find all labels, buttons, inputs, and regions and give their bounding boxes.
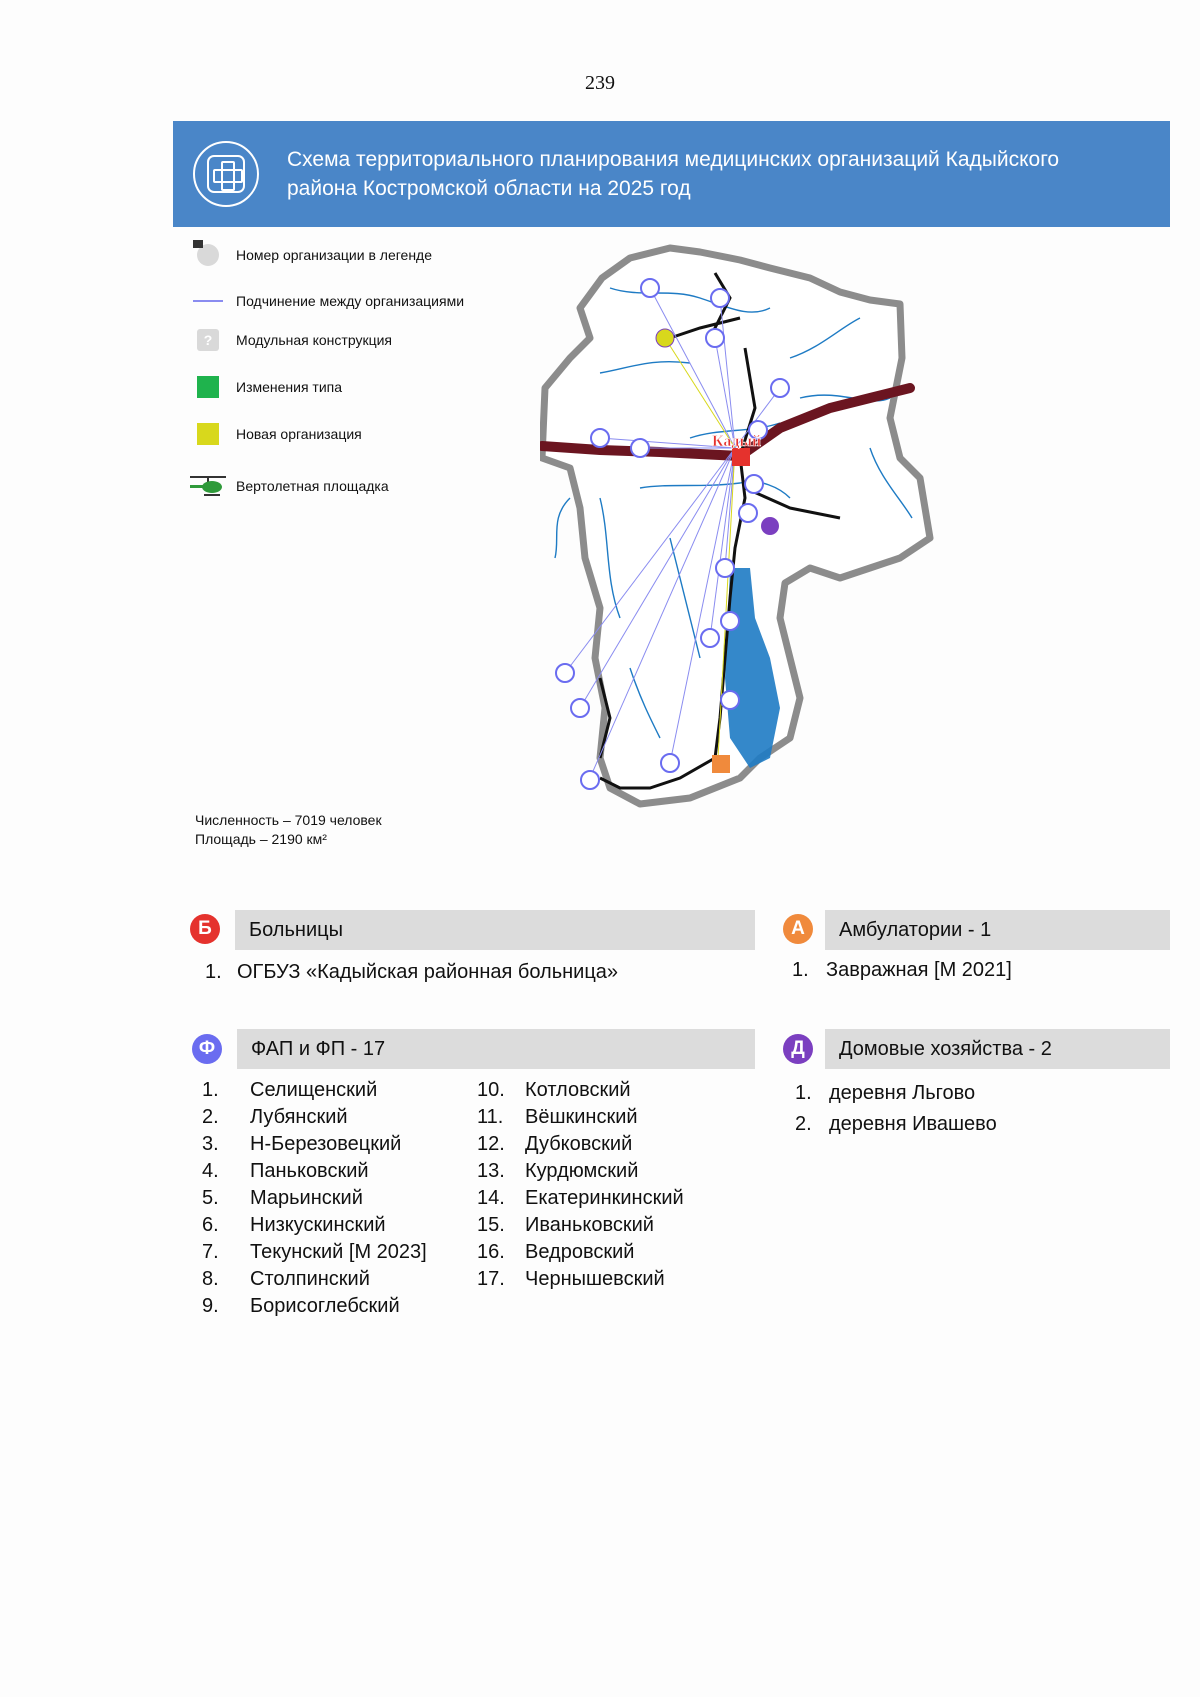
list-item: 2. деревня Ивашево (795, 1113, 997, 1135)
hospital-marker (732, 448, 750, 466)
hospitals-list (205, 959, 618, 986)
new-organization-icon (188, 419, 228, 449)
legend-item-org-number (188, 240, 432, 270)
list-item: 12. Дубковский (477, 1133, 633, 1155)
banner-title-line2: района Костромской области на 2025 год (287, 177, 691, 200)
fap-marker (721, 691, 739, 709)
list-item: 15. Иваньковский (477, 1214, 654, 1236)
list-item: 6. Низкускинский (202, 1214, 386, 1236)
households-title: Домовые хозяйства - 2 (839, 1037, 1052, 1060)
legend-label: Вертолетная площадка (236, 478, 389, 494)
fap-marker (701, 629, 719, 647)
legend-label: Изменения типа (236, 379, 343, 395)
faps-header (237, 1029, 755, 1069)
list-item: 2. Лубянский (202, 1106, 348, 1128)
hospitals-header (235, 910, 755, 950)
legend-item-type-change (188, 372, 342, 402)
list-item: 11. Вёшкинский (477, 1106, 638, 1128)
legend-label: Новая организация (236, 426, 362, 442)
legend-item-subordination (188, 286, 464, 316)
fap-badge-icon: Ф (192, 1034, 222, 1064)
district-map (540, 238, 960, 858)
fap-marker (581, 771, 599, 789)
faps-title: ФАП и ФП - 17 (251, 1037, 386, 1060)
list-item: 7. Текунский [М 2023] (202, 1241, 427, 1263)
households-header (825, 1029, 1170, 1069)
banner-title-line1: Схема территориального планирования медицинских организаций Кадыйского (287, 148, 1060, 171)
helicopter-icon (188, 471, 228, 501)
fap-marker (571, 699, 589, 717)
fap-marker (711, 289, 729, 307)
list-item: 4. Паньковский (202, 1160, 369, 1182)
area-stat: Площадь – 2190 км² (195, 831, 327, 847)
list-item: 13. Курдюмский (477, 1160, 639, 1182)
title-banner (173, 121, 1170, 227)
legend-label: Подчинение между организациями (236, 293, 465, 309)
fap-marker (661, 754, 679, 772)
modular-construction-icon: ? (188, 325, 228, 355)
list-item: 1. ОГБУЗ «Кадыйская районная больница» (205, 961, 619, 983)
list-item: 14. Екатеринкинский (477, 1187, 684, 1209)
fap-marker (706, 329, 724, 347)
list-item: 17. Чернышевский (477, 1268, 665, 1290)
fap-marker (721, 612, 739, 630)
org-number-icon (188, 240, 228, 270)
subordination-line-icon (188, 286, 228, 316)
ambulatories-header (825, 910, 1170, 950)
type-change-icon (188, 372, 228, 402)
household-marker (656, 329, 674, 347)
ambulatories-list (792, 957, 1012, 984)
households-list (795, 1078, 997, 1140)
medical-cross-icon (193, 141, 259, 207)
fap-marker (716, 559, 734, 577)
faps-list-col1 (202, 1077, 427, 1320)
list-item: 1. Селищенский (202, 1079, 378, 1101)
household-marker (761, 517, 779, 535)
list-item: 16. Ведровский (477, 1241, 635, 1263)
ambulatory-badge-icon: А (783, 914, 813, 944)
faps-list-col2 (477, 1077, 684, 1293)
fap-marker (631, 439, 649, 457)
fap-marker (641, 279, 659, 297)
list-item: 1. деревня Льгово (795, 1082, 976, 1104)
hospital-badge-icon: Б (190, 914, 220, 944)
legend-item-new-organization (188, 419, 362, 449)
district-stats (195, 811, 382, 849)
fap-marker (745, 475, 763, 493)
list-item: 10. Котловский (477, 1079, 631, 1101)
list-item: 3. Н-Березовецкий (202, 1133, 402, 1155)
banner-title (287, 145, 1147, 203)
ambulatory-marker (712, 755, 730, 773)
ambulatories-title: Амбулатории - 1 (839, 918, 992, 941)
legend-item-modular (188, 325, 392, 355)
map-center-label: Кадый (712, 433, 762, 450)
list-item: 9. Борисоглебский (202, 1295, 400, 1317)
list-item: 8. Столпинский (202, 1268, 370, 1290)
list-item: 5. Марьинский (202, 1187, 363, 1209)
legend-item-helipad (188, 471, 389, 501)
hospitals-title: Больницы (249, 918, 343, 941)
household-badge-icon: Д (783, 1034, 813, 1064)
fap-marker (739, 504, 757, 522)
legend-label: Модульная конструкция (236, 332, 392, 348)
list-item: 1. Завражная [М 2021] (792, 959, 1012, 981)
legend-label: Номер организации в легенде (236, 247, 432, 263)
fap-marker (591, 429, 609, 447)
fap-marker (771, 379, 789, 397)
population-stat: Численность – 7019 человек (195, 812, 382, 828)
page-number: 239 (585, 72, 615, 94)
fap-marker (556, 664, 574, 682)
